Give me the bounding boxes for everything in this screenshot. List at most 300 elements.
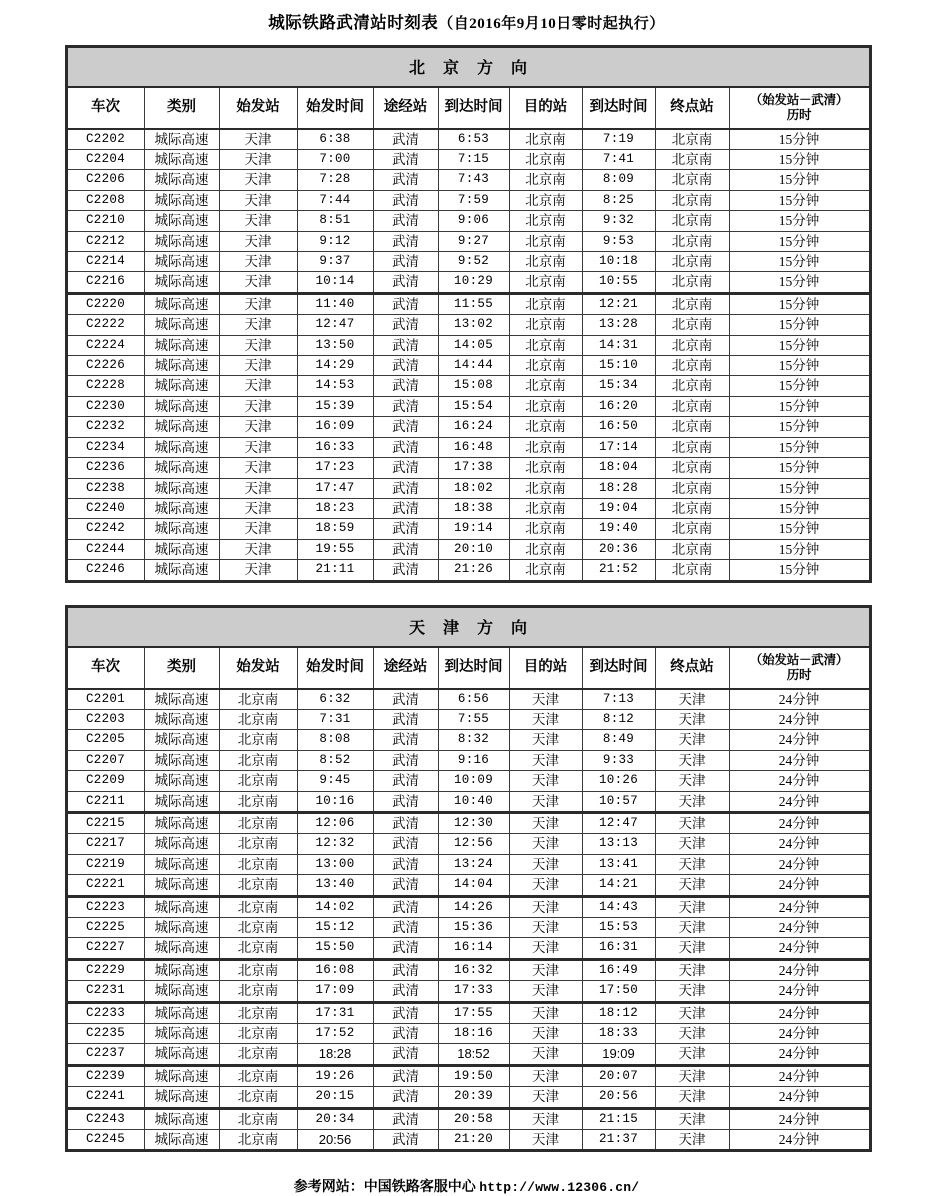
cell-train_no: C2215 [66, 812, 144, 833]
table-row [66, 981, 870, 1002]
timetable-tianjin [65, 605, 872, 1153]
cell-origin: 天津 [219, 498, 297, 518]
cell-duration: 24分钟 [729, 1065, 870, 1086]
table-row [66, 396, 870, 416]
cell-via: 武清 [373, 211, 438, 231]
column-header-terminal: 终点站 [655, 647, 729, 689]
cell-via: 武清 [373, 709, 438, 729]
cell-arrive_via: 17:33 [438, 981, 509, 1002]
cell-duration: 15分钟 [729, 417, 870, 437]
cell-train_no: C2236 [66, 458, 144, 478]
cell-depart: 10:14 [297, 272, 373, 293]
cell-via: 武清 [373, 938, 438, 959]
cell-origin: 北京南 [219, 1002, 297, 1023]
cell-origin: 北京南 [219, 981, 297, 1002]
cell-duration: 15分钟 [729, 170, 870, 190]
cell-duration: 15分钟 [729, 539, 870, 559]
cell-depart: 6:38 [297, 129, 373, 150]
table-row [66, 376, 870, 396]
column-header-duration-line2: 历时 [786, 107, 812, 122]
cell-depart: 9:37 [297, 252, 373, 272]
cell-dest: 天津 [509, 1087, 582, 1108]
cell-category: 城际高速 [144, 1087, 219, 1108]
cell-origin: 北京南 [219, 1087, 297, 1108]
cell-duration: 15分钟 [729, 396, 870, 416]
cell-via: 武清 [373, 170, 438, 190]
section-banner-beijing [66, 46, 870, 87]
cell-origin: 北京南 [219, 689, 297, 710]
cell-arrive_via: 9:52 [438, 252, 509, 272]
cell-arrive_end: 8:25 [582, 190, 655, 210]
cell-via: 武清 [373, 150, 438, 170]
cell-via: 武清 [373, 478, 438, 498]
cell-arrive_via: 19:14 [438, 519, 509, 539]
cell-origin: 北京南 [219, 834, 297, 854]
cell-duration: 24分钟 [729, 1002, 870, 1023]
table-row [66, 854, 870, 874]
cell-depart: 18:23 [297, 498, 373, 518]
cell-terminal: 北京南 [655, 560, 729, 581]
cell-depart: 8:51 [297, 211, 373, 231]
cell-terminal: 天津 [655, 1024, 729, 1044]
cell-category: 城际高速 [144, 791, 219, 812]
column-header-via: 途经站 [373, 87, 438, 129]
table-row [66, 211, 870, 231]
cell-train_no: C2232 [66, 417, 144, 437]
cell-terminal: 北京南 [655, 315, 729, 335]
cell-arrive_via: 21:26 [438, 560, 509, 581]
cell-arrive_via: 19:50 [438, 1065, 509, 1086]
cell-via: 武清 [373, 730, 438, 750]
cell-via: 武清 [373, 293, 438, 314]
cell-duration: 24分钟 [729, 791, 870, 812]
cell-duration: 15分钟 [729, 315, 870, 335]
cell-dest: 天津 [509, 1065, 582, 1086]
cell-terminal: 天津 [655, 959, 729, 980]
cell-arrive_via: 12:56 [438, 834, 509, 854]
cell-terminal: 北京南 [655, 376, 729, 396]
cell-via: 武清 [373, 396, 438, 416]
cell-origin: 北京南 [219, 938, 297, 959]
column-header-duration-line1: （始发站－武清） [749, 93, 849, 108]
cell-origin: 天津 [219, 315, 297, 335]
section-banner-label: 北 京 方 向 [66, 46, 870, 87]
cell-arrive_via: 18:52 [438, 1044, 509, 1065]
column-header-arrive_via: 到达时间 [438, 87, 509, 129]
cell-depart: 17:47 [297, 478, 373, 498]
cell-via: 武清 [373, 252, 438, 272]
table-row [66, 689, 870, 710]
cell-arrive_end: 21:15 [582, 1108, 655, 1129]
cell-dest: 天津 [509, 791, 582, 812]
cell-dest: 天津 [509, 1108, 582, 1129]
cell-dest: 北京南 [509, 272, 582, 293]
cell-train_no: C2221 [66, 875, 144, 896]
cell-duration: 15分钟 [729, 272, 870, 293]
section-spacer [0, 583, 933, 605]
cell-terminal: 天津 [655, 1130, 729, 1151]
cell-arrive_via: 10:29 [438, 272, 509, 293]
footer-label: 参考网站：中国铁路客服中心 [293, 1180, 476, 1196]
cell-arrive_end: 18:28 [582, 478, 655, 498]
cell-duration: 15分钟 [729, 293, 870, 314]
table-row [66, 1002, 870, 1023]
cell-terminal: 北京南 [655, 129, 729, 150]
table-row [66, 730, 870, 750]
table-row [66, 1024, 870, 1044]
cell-terminal: 北京南 [655, 231, 729, 251]
cell-duration: 24分钟 [729, 834, 870, 854]
cell-dest: 北京南 [509, 252, 582, 272]
column-header-row [66, 647, 870, 689]
cell-origin: 天津 [219, 356, 297, 376]
cell-dest: 北京南 [509, 498, 582, 518]
cell-via: 武清 [373, 417, 438, 437]
cell-train_no: C2214 [66, 252, 144, 272]
cell-duration: 24分钟 [729, 1130, 870, 1151]
table-row [66, 812, 870, 833]
cell-depart: 6:32 [297, 689, 373, 710]
cell-arrive_via: 7:59 [438, 190, 509, 210]
column-header-arrive_via: 到达时间 [438, 647, 509, 689]
cell-arrive_end: 16:31 [582, 938, 655, 959]
table-row [66, 750, 870, 770]
cell-depart: 15:12 [297, 918, 373, 938]
cell-train_no: C2235 [66, 1024, 144, 1044]
table-row [66, 1065, 870, 1086]
cell-arrive_end: 14:43 [582, 896, 655, 917]
cell-arrive_via: 9:27 [438, 231, 509, 251]
cell-duration: 24分钟 [729, 1024, 870, 1044]
cell-category: 城际高速 [144, 1024, 219, 1044]
cell-depart: 16:08 [297, 959, 373, 980]
tianjin-table-body [66, 606, 870, 1151]
cell-train_no: C2242 [66, 519, 144, 539]
table-row [66, 315, 870, 335]
cell-arrive_via: 9:16 [438, 750, 509, 770]
cell-train_no: C2224 [66, 335, 144, 355]
cell-arrive_end: 8:09 [582, 170, 655, 190]
cell-train_no: C2220 [66, 293, 144, 314]
cell-duration: 15分钟 [729, 356, 870, 376]
cell-terminal: 北京南 [655, 417, 729, 437]
cell-duration: 24分钟 [729, 812, 870, 833]
cell-via: 武清 [373, 875, 438, 896]
cell-via: 武清 [373, 1044, 438, 1065]
cell-train_no: C2226 [66, 356, 144, 376]
cell-terminal: 北京南 [655, 539, 729, 559]
cell-duration: 15分钟 [729, 129, 870, 150]
cell-dest: 天津 [509, 1024, 582, 1044]
cell-depart: 13:50 [297, 335, 373, 355]
cell-category: 城际高速 [144, 1044, 219, 1065]
cell-terminal: 天津 [655, 730, 729, 750]
cell-duration: 24分钟 [729, 981, 870, 1002]
cell-terminal: 北京南 [655, 437, 729, 457]
table-row [66, 356, 870, 376]
cell-origin: 北京南 [219, 1044, 297, 1065]
cell-train_no: C2212 [66, 231, 144, 251]
cell-depart: 14:29 [297, 356, 373, 376]
cell-category: 城际高速 [144, 417, 219, 437]
cell-dest: 天津 [509, 896, 582, 917]
cell-category: 城际高速 [144, 356, 219, 376]
cell-depart: 18:28 [297, 1044, 373, 1065]
cell-arrive_via: 10:40 [438, 791, 509, 812]
cell-origin: 天津 [219, 437, 297, 457]
cell-arrive_via: 17:38 [438, 458, 509, 478]
cell-via: 武清 [373, 129, 438, 150]
cell-terminal: 北京南 [655, 150, 729, 170]
cell-terminal: 天津 [655, 709, 729, 729]
cell-train_no: C2238 [66, 478, 144, 498]
cell-dest: 天津 [509, 750, 582, 770]
cell-origin: 天津 [219, 335, 297, 355]
cell-arrive_via: 7:15 [438, 150, 509, 170]
cell-arrive_via: 11:55 [438, 293, 509, 314]
cell-terminal: 天津 [655, 1044, 729, 1065]
cell-train_no: C2209 [66, 771, 144, 791]
cell-arrive_end: 9:53 [582, 231, 655, 251]
cell-arrive_via: 15:36 [438, 918, 509, 938]
cell-via: 武清 [373, 190, 438, 210]
cell-via: 武清 [373, 1108, 438, 1129]
cell-category: 城际高速 [144, 750, 219, 770]
cell-duration: 15分钟 [729, 335, 870, 355]
column-header-arrive_end: 到达时间 [582, 87, 655, 129]
cell-terminal: 天津 [655, 689, 729, 710]
table-row [66, 190, 870, 210]
cell-depart: 17:31 [297, 1002, 373, 1023]
timetable-beijing [65, 45, 872, 583]
cell-depart: 16:33 [297, 437, 373, 457]
cell-arrive_end: 19:04 [582, 498, 655, 518]
cell-dest: 北京南 [509, 129, 582, 150]
cell-dest: 天津 [509, 730, 582, 750]
cell-via: 武清 [373, 1130, 438, 1151]
cell-train_no: C2234 [66, 437, 144, 457]
cell-train_no: C2245 [66, 1130, 144, 1151]
cell-terminal: 天津 [655, 1002, 729, 1023]
cell-train_no: C2201 [66, 689, 144, 710]
cell-duration: 15分钟 [729, 560, 870, 581]
cell-arrive_via: 14:26 [438, 896, 509, 917]
cell-arrive_end: 20:56 [582, 1087, 655, 1108]
cell-arrive_end: 7:13 [582, 689, 655, 710]
cell-arrive_end: 15:10 [582, 356, 655, 376]
cell-train_no: C2228 [66, 376, 144, 396]
table-row [66, 709, 870, 729]
cell-duration: 24分钟 [729, 875, 870, 896]
cell-origin: 天津 [219, 272, 297, 293]
column-header-origin: 始发站 [219, 647, 297, 689]
cell-terminal: 北京南 [655, 190, 729, 210]
cell-dest: 北京南 [509, 458, 582, 478]
cell-terminal: 天津 [655, 896, 729, 917]
cell-via: 武清 [373, 834, 438, 854]
cell-terminal: 北京南 [655, 519, 729, 539]
cell-arrive_via: 16:48 [438, 437, 509, 457]
cell-category: 城际高速 [144, 834, 219, 854]
cell-via: 武清 [373, 560, 438, 581]
cell-dest: 北京南 [509, 560, 582, 581]
cell-arrive_end: 15:53 [582, 918, 655, 938]
column-header-duration [729, 87, 870, 129]
cell-arrive_end: 21:52 [582, 560, 655, 581]
cell-category: 城际高速 [144, 335, 219, 355]
cell-terminal: 天津 [655, 1108, 729, 1129]
cell-via: 武清 [373, 750, 438, 770]
beijing-table-body [66, 46, 870, 581]
column-header-depart: 始发时间 [297, 647, 373, 689]
cell-duration: 24分钟 [729, 938, 870, 959]
cell-arrive_via: 18:16 [438, 1024, 509, 1044]
cell-arrive_end: 10:57 [582, 791, 655, 812]
cell-arrive_via: 20:10 [438, 539, 509, 559]
cell-arrive_end: 19:40 [582, 519, 655, 539]
cell-terminal: 北京南 [655, 293, 729, 314]
cell-origin: 北京南 [219, 812, 297, 833]
cell-origin: 天津 [219, 211, 297, 231]
cell-origin: 天津 [219, 170, 297, 190]
table-row [66, 231, 870, 251]
cell-category: 城际高速 [144, 896, 219, 917]
cell-category: 城际高速 [144, 211, 219, 231]
cell-category: 城际高速 [144, 458, 219, 478]
cell-train_no: C2244 [66, 539, 144, 559]
cell-origin: 北京南 [219, 1130, 297, 1151]
column-header-arrive_end: 到达时间 [582, 647, 655, 689]
cell-depart: 8:52 [297, 750, 373, 770]
column-header-dest: 目的站 [509, 647, 582, 689]
cell-train_no: C2237 [66, 1044, 144, 1065]
cell-origin: 天津 [219, 129, 297, 150]
cell-depart: 11:40 [297, 293, 373, 314]
cell-train_no: C2240 [66, 498, 144, 518]
cell-category: 城际高速 [144, 293, 219, 314]
cell-arrive_end: 13:41 [582, 854, 655, 874]
cell-arrive_end: 14:31 [582, 335, 655, 355]
cell-dest: 天津 [509, 812, 582, 833]
cell-train_no: C2229 [66, 959, 144, 980]
table-row [66, 458, 870, 478]
cell-depart: 15:50 [297, 938, 373, 959]
table-row [66, 293, 870, 314]
table-row [66, 771, 870, 791]
cell-via: 武清 [373, 437, 438, 457]
cell-arrive_end: 13:28 [582, 315, 655, 335]
cell-origin: 天津 [219, 150, 297, 170]
cell-train_no: C2231 [66, 981, 144, 1002]
column-header-train_no: 车次 [66, 647, 144, 689]
table-row [66, 272, 870, 293]
cell-train_no: C2239 [66, 1065, 144, 1086]
cell-category: 城际高速 [144, 129, 219, 150]
cell-category: 城际高速 [144, 771, 219, 791]
cell-dest: 北京南 [509, 211, 582, 231]
cell-terminal: 天津 [655, 834, 729, 854]
cell-train_no: C2223 [66, 896, 144, 917]
table-row [66, 498, 870, 518]
cell-category: 城际高速 [144, 560, 219, 581]
cell-category: 城际高速 [144, 272, 219, 293]
cell-terminal: 北京南 [655, 498, 729, 518]
cell-duration: 15分钟 [729, 519, 870, 539]
cell-arrive_end: 14:21 [582, 875, 655, 896]
cell-via: 武清 [373, 519, 438, 539]
timetable-tianjin-wrap [65, 605, 869, 1153]
cell-train_no: C2202 [66, 129, 144, 150]
cell-category: 城际高速 [144, 539, 219, 559]
table-row [66, 1087, 870, 1108]
cell-via: 武清 [373, 458, 438, 478]
cell-arrive_end: 19:09 [582, 1044, 655, 1065]
cell-dest: 北京南 [509, 170, 582, 190]
cell-arrive_via: 21:20 [438, 1130, 509, 1151]
cell-dest: 北京南 [509, 437, 582, 457]
cell-duration: 24分钟 [729, 959, 870, 980]
cell-duration: 15分钟 [729, 252, 870, 272]
cell-duration: 24分钟 [729, 1044, 870, 1065]
cell-via: 武清 [373, 272, 438, 293]
cell-depart: 12:32 [297, 834, 373, 854]
cell-dest: 北京南 [509, 293, 582, 314]
table-row [66, 938, 870, 959]
cell-duration: 24分钟 [729, 689, 870, 710]
cell-origin: 北京南 [219, 959, 297, 980]
cell-train_no: C2207 [66, 750, 144, 770]
cell-terminal: 天津 [655, 981, 729, 1002]
cell-dest: 天津 [509, 834, 582, 854]
cell-depart: 20:56 [297, 1130, 373, 1151]
cell-duration: 15分钟 [729, 458, 870, 478]
table-row [66, 896, 870, 917]
cell-arrive_end: 16:20 [582, 396, 655, 416]
cell-category: 城际高速 [144, 981, 219, 1002]
cell-dest: 天津 [509, 709, 582, 729]
cell-dest: 北京南 [509, 519, 582, 539]
cell-terminal: 天津 [655, 812, 729, 833]
cell-duration: 15分钟 [729, 231, 870, 251]
section-banner-tianjin [66, 606, 870, 647]
cell-via: 武清 [373, 498, 438, 518]
cell-category: 城际高速 [144, 376, 219, 396]
cell-train_no: C2203 [66, 709, 144, 729]
cell-arrive_end: 18:12 [582, 1002, 655, 1023]
cell-dest: 北京南 [509, 231, 582, 251]
cell-depart: 18:59 [297, 519, 373, 539]
cell-dest: 天津 [509, 689, 582, 710]
cell-via: 武清 [373, 1002, 438, 1023]
table-row [66, 959, 870, 980]
cell-category: 城际高速 [144, 315, 219, 335]
cell-terminal: 天津 [655, 875, 729, 896]
cell-duration: 15分钟 [729, 498, 870, 518]
cell-origin: 北京南 [219, 854, 297, 874]
cell-train_no: C2241 [66, 1087, 144, 1108]
footer-url: http://www.12306.cn/ [479, 1180, 640, 1196]
cell-category: 城际高速 [144, 519, 219, 539]
cell-category: 城际高速 [144, 231, 219, 251]
cell-origin: 北京南 [219, 771, 297, 791]
cell-arrive_end: 20:07 [582, 1065, 655, 1086]
cell-dest: 北京南 [509, 335, 582, 355]
cell-train_no: C2204 [66, 150, 144, 170]
cell-train_no: C2222 [66, 315, 144, 335]
column-header-duration [729, 647, 870, 689]
column-header-train_no: 车次 [66, 87, 144, 129]
cell-via: 武清 [373, 791, 438, 812]
